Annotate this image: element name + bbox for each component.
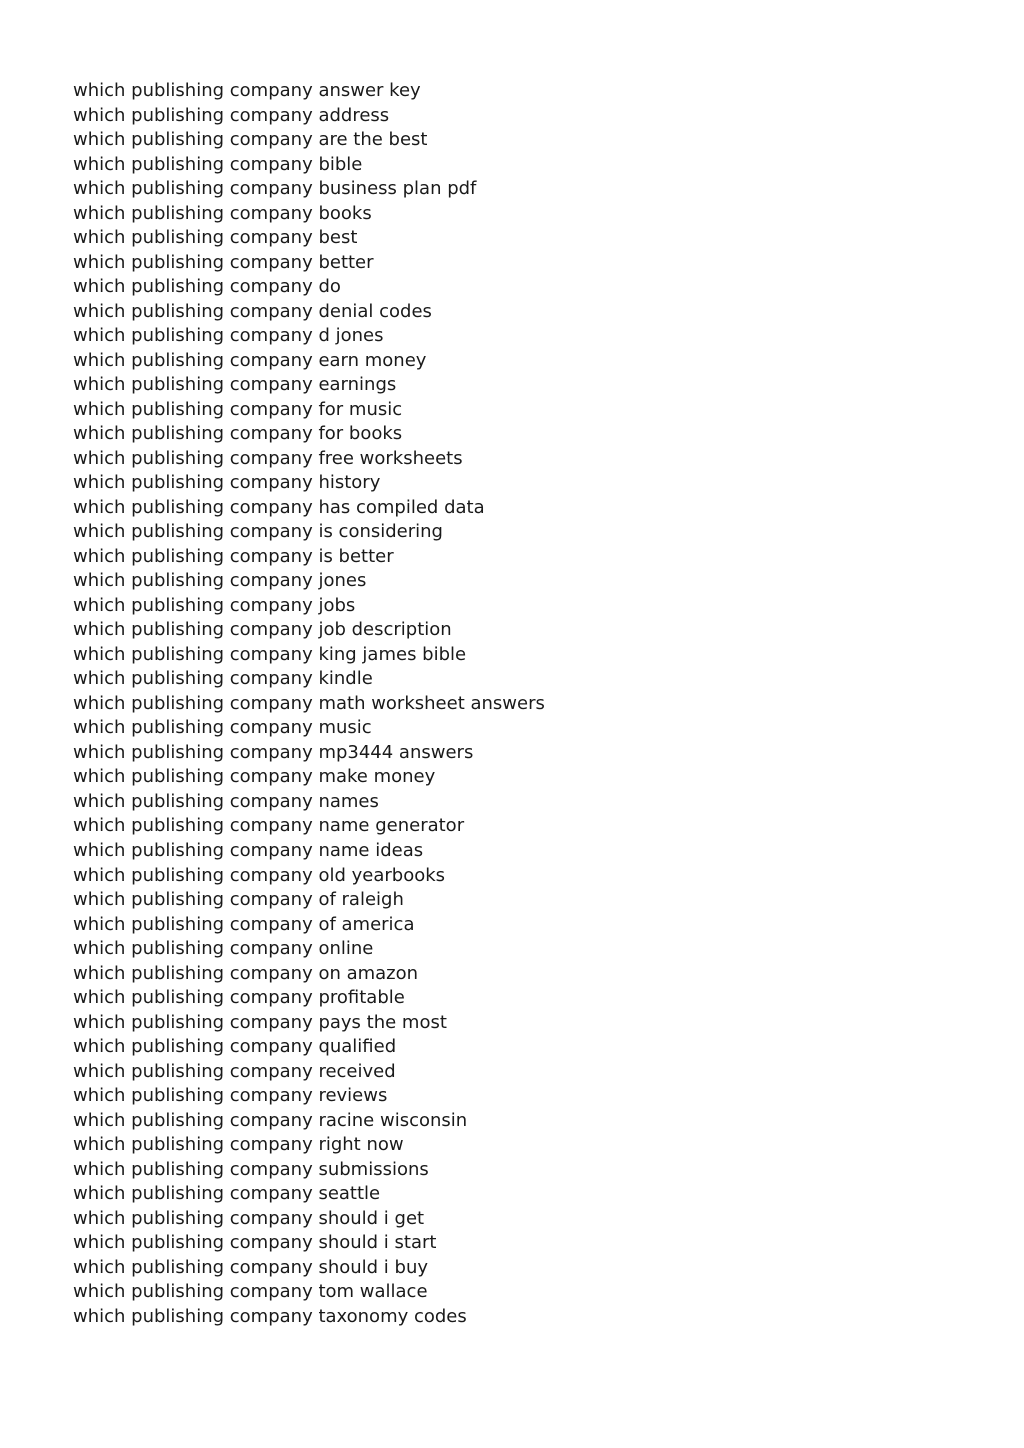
text-line: which publishing company seattle xyxy=(73,1183,381,1205)
text-line: which publishing company for music xyxy=(73,398,403,420)
text-line: which publishing company mp3444 answers xyxy=(73,741,474,763)
text-line: which publishing company bible xyxy=(73,153,363,175)
text-line: which publishing company math worksheet answers xyxy=(73,692,545,714)
text-line: which publishing company d jones xyxy=(73,325,384,347)
text-line: which publishing company do xyxy=(73,276,341,298)
text-line: which publishing company job description xyxy=(73,619,452,641)
text-line: which publishing company submissions xyxy=(73,1158,429,1180)
text-line: which publishing company music xyxy=(73,717,372,739)
text-line: which publishing company denial codes xyxy=(73,300,432,322)
text-line: which publishing company books xyxy=(73,202,372,224)
text-line: which publishing company name generator xyxy=(73,815,465,837)
text-line: which publishing company pays the most xyxy=(73,1011,447,1033)
text-line: which publishing company online xyxy=(73,938,374,960)
text-line: which publishing company name ideas xyxy=(73,839,424,861)
text-line: which publishing company right now xyxy=(73,1134,404,1156)
text-line: which publishing company old yearbooks xyxy=(73,864,446,886)
text-line: which publishing company names xyxy=(73,790,379,812)
text-line: which publishing company profitable xyxy=(73,987,405,1009)
text-line: which publishing company make money xyxy=(73,766,436,788)
text-line: which publishing company reviews xyxy=(73,1085,388,1107)
text-line: which publishing company is better xyxy=(73,545,394,567)
text-line: which publishing company answer key xyxy=(73,80,421,101)
text-line: which publishing company received xyxy=(73,1060,396,1082)
text-line: which publishing company business plan pdf xyxy=(73,178,477,200)
text-line: which publishing company tom wallace xyxy=(73,1281,428,1303)
text-line: which publishing company is considering xyxy=(73,521,443,543)
text-line: which publishing company of raleigh xyxy=(73,889,404,911)
text-line: which publishing company kindle xyxy=(73,668,373,690)
text-line: which publishing company jobs xyxy=(73,594,356,616)
text-line: which publishing company on amazon xyxy=(73,962,419,984)
text-line: which publishing company king james bible xyxy=(73,643,467,665)
text-line: which publishing company of america xyxy=(73,913,415,935)
text-line: which publishing company should i buy xyxy=(73,1256,429,1278)
text-line: which publishing company best xyxy=(73,227,358,249)
text-line: which publishing company for books xyxy=(73,423,403,445)
text-line: which publishing company racine wisconsin xyxy=(73,1109,468,1131)
text-line: which publishing company has compiled data xyxy=(73,496,485,518)
text-line: which publishing company jones xyxy=(73,570,367,592)
text-line: which publishing company qualified xyxy=(73,1036,397,1058)
text-line: which publishing company earn money xyxy=(73,349,427,371)
text-line: which publishing company are the best xyxy=(73,129,428,151)
text-line-list xyxy=(73,79,545,1329)
text-line: which publishing company taxonomy codes xyxy=(73,1305,467,1327)
text-line: which publishing company free worksheets xyxy=(73,447,463,469)
text-line: which publishing company address xyxy=(73,104,390,126)
text-line: which publishing company should i start xyxy=(73,1232,437,1254)
text-line: which publishing company earnings xyxy=(73,374,397,396)
text-line: which publishing company should i get xyxy=(73,1207,425,1229)
text-line: which publishing company history xyxy=(73,472,381,494)
text-line: which publishing company better xyxy=(73,251,374,273)
